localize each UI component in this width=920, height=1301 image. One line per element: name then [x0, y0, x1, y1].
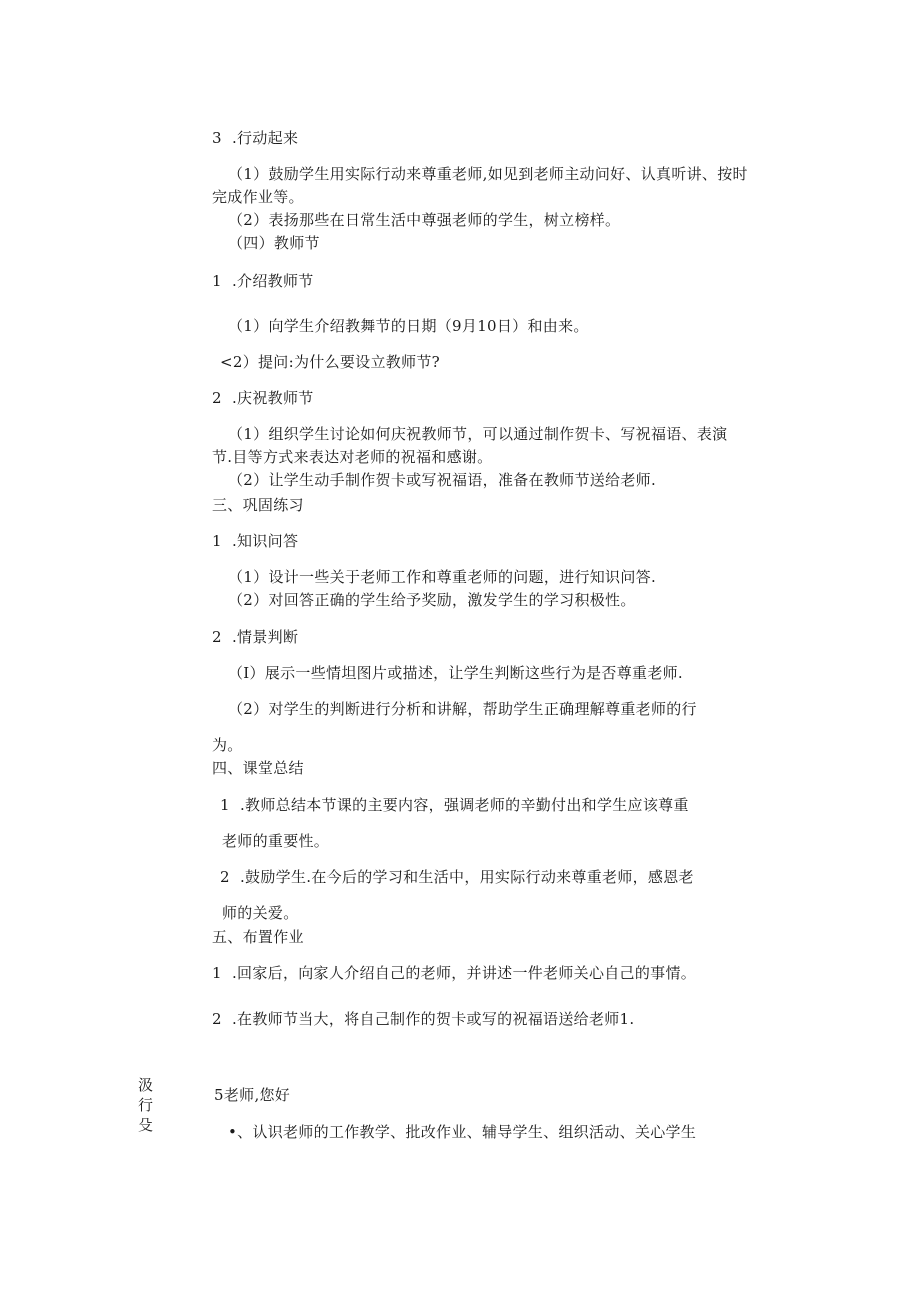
subheading: 1 .知识问答: [212, 532, 299, 550]
paragraph-line: （1）组织学生讨论如何庆祝教师节，可以通过制作贺卡、写祝福语、表演: [228, 425, 728, 443]
section-heading: 四、课堂总结: [212, 759, 304, 777]
subheading: 1 .介绍教师节: [212, 272, 314, 290]
section-heading: （四）教师节: [228, 234, 320, 252]
paragraph-line: （2）对学生的判断进行分析和讲解，帮助学生正确理解尊重老师的行: [228, 700, 697, 718]
paragraph-line: 节.目等方式来表达对老师的祝福和感谢。: [212, 448, 493, 466]
paragraph-line: 完成作业等。: [212, 188, 304, 206]
section-heading: 三、巩固练习: [212, 496, 304, 514]
paragraph-line: •、认识老师的工作教学、批改作业、辅导学生、组织活动、关心学生: [228, 1123, 697, 1141]
paragraph-line: 师的关爱。: [222, 904, 299, 922]
paragraph-line: （1）设计一些关于老师工作和尊重老师的问题，进行知识问答.: [228, 568, 657, 586]
paragraph-line: 1 .教师总结本节课的主要内容，强调老师的辛勤付出和学生应该尊重: [220, 796, 689, 814]
subheading: 2 .庆祝教师节: [212, 389, 314, 407]
section-heading: 五、布置作业: [212, 928, 304, 946]
paragraph-line: 1 .回家后，向家人介绍自己的老师，并讲述一件老师关心自己的事情。: [212, 964, 697, 982]
paragraph-line: 老师的重要性。: [222, 832, 330, 850]
paragraph-line: （1）鼓励学生用实际行动来尊重老师,如见到老师主动问好、认真听讲、按时: [228, 165, 748, 183]
subheading: 2 .情景判断: [212, 628, 299, 646]
margin-char: 行: [138, 1096, 154, 1114]
heading-act: 3 .行动起来: [212, 129, 299, 147]
paragraph-line: （1）向学生介绍教舞节的日期（9月10日）和由来。: [228, 317, 589, 335]
paragraph-line: 为。: [212, 736, 243, 754]
paragraph-line: <2）提问:为什么要设立教师节?: [220, 353, 441, 371]
margin-char: 汲: [138, 1076, 154, 1094]
paragraph-line: （2）让学生动手制作贺卡或写祝福语，准备在教师节送给老师.: [228, 471, 657, 489]
paragraph-line: （2）表扬那些在日常生活中尊强老师的学生，树立榜样。: [228, 211, 621, 229]
paragraph-line: 2 .鼓励学生.在今后的学习和生活中，用实际行动来尊重老师，感恩老: [220, 868, 694, 886]
paragraph-line: （I）展示一些情坦图片或描述，让学生判断这些行为是否尊重老师.: [228, 664, 683, 682]
paragraph-line: 2 .在教师节当大，将自己制作的贺卡或写的祝福语送给老师1.: [212, 1010, 635, 1028]
margin-note: [138, 1075, 158, 1135]
margin-char: 殳: [138, 1116, 154, 1134]
subheading: 5老师,您好: [214, 1086, 291, 1104]
paragraph-line: （2）对回答正确的学生给予奖励，激发学生的学习积极性。: [228, 591, 636, 609]
